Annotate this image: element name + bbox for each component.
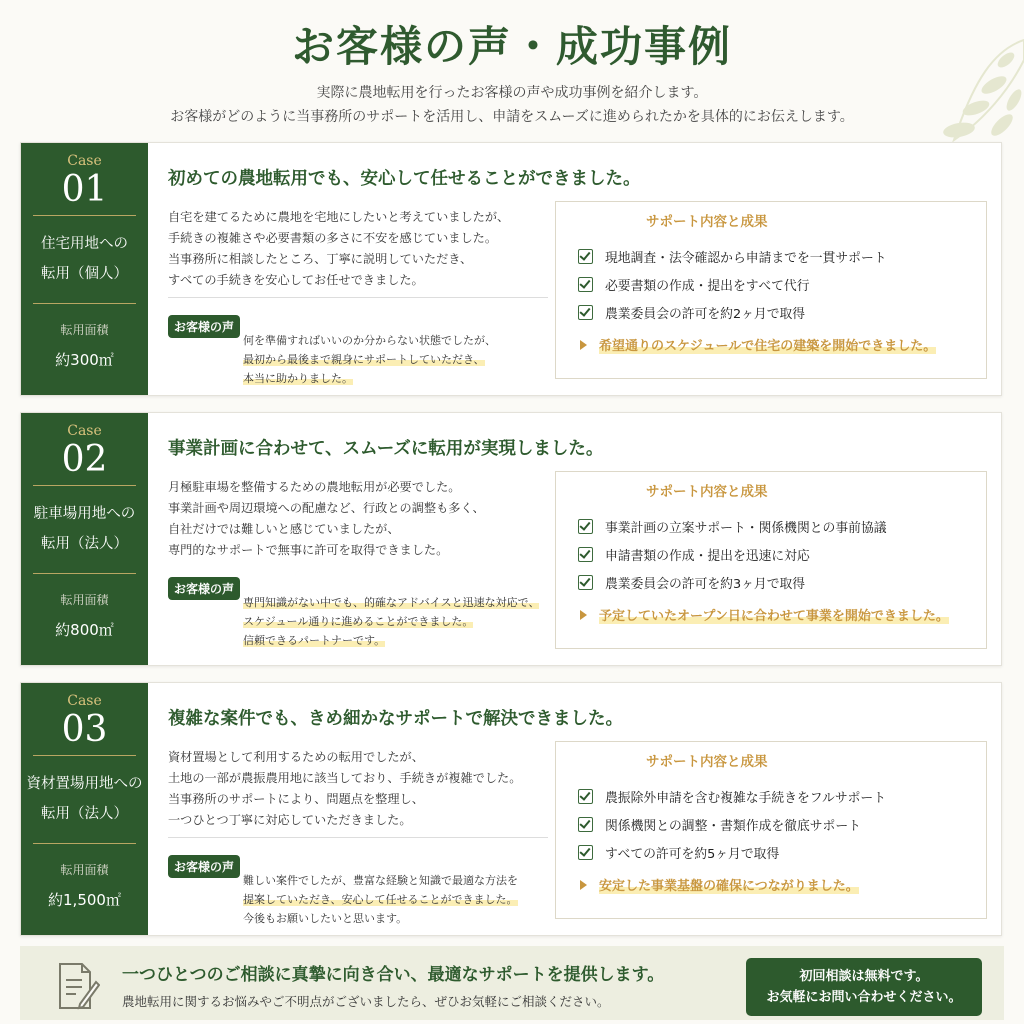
case-type-line1: 住宅用地への — [41, 236, 128, 252]
voice-line: 本当に助かりました。 — [243, 372, 353, 385]
body-line: 自社だけでは難しいと感じていましたが、 — [168, 522, 400, 536]
checkbox-icon — [578, 249, 593, 264]
area-label: 転用面積 — [60, 323, 109, 337]
checkbox-icon — [578, 547, 593, 562]
support-item — [578, 512, 887, 540]
case-type-line1: 駐車場用地への — [33, 506, 136, 522]
case-sidebar — [21, 683, 148, 935]
result — [580, 335, 936, 354]
case-type — [25, 499, 144, 559]
support-item-label: 現地調査・法令確認から申請までを一貫サポート — [605, 250, 887, 266]
body-line: 当事務所のサポートにより、問題点を整理し、 — [168, 792, 424, 806]
divider — [33, 485, 136, 486]
voice-line: 信頼できるパートナーです。 — [243, 634, 386, 647]
customer-voice — [243, 331, 496, 388]
voice-line: 提案していただき、安心して任せることができました。 — [243, 893, 518, 906]
case-type-line2: 転用（法人） — [41, 536, 128, 552]
voice-line: 今後もお願いしたいと思います。 — [243, 912, 408, 925]
voice-line: 専門知識がない中でも、的確なアドバイスと迅速な対応で、 — [243, 596, 540, 609]
checkbox-icon — [578, 817, 593, 832]
result-text: 予定していたオープン日に合わせて事業を開始できました。 — [599, 609, 949, 624]
support-item — [578, 568, 887, 596]
triangle-bullet-icon — [580, 340, 587, 350]
case-number: 02 — [61, 439, 108, 480]
case-sidebar — [21, 143, 148, 395]
case-number: 01 — [61, 169, 108, 210]
case-type-line2: 転用（個人） — [41, 266, 128, 282]
support-panel — [555, 741, 987, 919]
body-line: 一つひとつ丁寧に対応していただきました。 — [168, 813, 412, 827]
case-number: 03 — [61, 709, 108, 750]
footer-headline: 一つひとつのご相談に真摯に向き合い、最適なサポートを提供します。 — [122, 965, 665, 985]
triangle-bullet-icon — [580, 880, 587, 890]
voice-line: 何を準備すればいいのか分からない状態でしたが、 — [243, 334, 496, 347]
support-item-label: 農振除外申請を含む複雑な手続きをフルサポート — [605, 790, 887, 806]
case-card — [20, 682, 1002, 936]
support-item — [578, 270, 887, 298]
case-headline: 複雑な案件でも、きめ細かなサポートで解決できました。 — [168, 709, 623, 729]
document-pen-icon — [56, 962, 100, 1010]
body-line: 土地の一部が農振農用地に該当しており、手続きが複雑でした。 — [168, 771, 522, 785]
support-panel — [555, 471, 987, 649]
body-line: すべての手続きを安心してお任せできました。 — [168, 273, 424, 287]
support-title: サポート内容と成果 — [646, 484, 768, 500]
case-type — [25, 769, 144, 829]
result-text: 安定した事業基盤の確保につながりました。 — [599, 879, 859, 894]
support-title: サポート内容と成果 — [646, 214, 768, 230]
checkbox-icon — [578, 305, 593, 320]
checkbox-icon — [578, 575, 593, 590]
body-line: 資材置場として利用するための転用でしたが、 — [168, 750, 424, 764]
support-item — [578, 810, 886, 838]
voice-badge: お客様の声 — [168, 855, 240, 878]
support-panel — [555, 201, 987, 379]
cta-line1: 初回相談は無料です。 — [799, 969, 929, 984]
support-item — [578, 242, 887, 270]
area-value: 約800㎡ — [55, 621, 114, 639]
divider — [33, 215, 136, 216]
body-line: 当事務所に相談したところ、丁寧に説明していただき、 — [168, 252, 473, 266]
result — [580, 875, 859, 894]
body-line: 自宅を建てるために農地を宅地にしたいと考えていましたが、 — [168, 210, 510, 224]
divider — [168, 297, 548, 298]
support-item-label: 農業委員会の許可を約2ヶ月で取得 — [605, 306, 806, 322]
body-line: 月極駐車場を整備するための農地転用が必要でした。 — [168, 480, 461, 494]
support-item-label: 事業計画の立案サポート・関係機関との事前協議 — [605, 520, 887, 536]
divider — [33, 573, 136, 574]
footer-text: 農地転用に関するお悩みやご不明点がございましたら、ぜひお気軽にご相談ください。 — [122, 994, 610, 1009]
area-label: 転用面積 — [60, 863, 109, 877]
support-item — [578, 838, 886, 866]
checkbox-icon — [578, 789, 593, 804]
divider — [33, 303, 136, 304]
support-item-label: 申請書類の作成・提出を迅速に対応 — [605, 548, 810, 564]
case-label: Case — [67, 423, 102, 439]
divider — [33, 755, 136, 756]
case-sidebar — [21, 413, 148, 665]
body-line: 手続きの複雑さや必要書類の多さに不安を感じていました。 — [168, 231, 498, 245]
intro-line-1: 実際に農地転用を行ったお客様の声や成功事例を紹介します。 — [316, 85, 708, 101]
case-body — [168, 477, 553, 561]
area-value: 約300㎡ — [55, 351, 114, 369]
voice-line: 難しい案件でしたが、豊富な経験と知識で最適な方法を — [243, 874, 518, 887]
voice-badge: お客様の声 — [168, 315, 240, 338]
support-item-label: 必要書類の作成・提出をすべて代行 — [605, 278, 810, 294]
checkbox-icon — [578, 277, 593, 292]
case-type-line2: 転用（法人） — [41, 806, 128, 822]
case-label: Case — [67, 153, 102, 169]
case-card — [20, 142, 1002, 396]
support-item-label: すべての許可を約5ヶ月で取得 — [605, 846, 780, 862]
case-card — [20, 412, 1002, 666]
body-line: 事業計画や周辺環境への配慮など、行政との調整も多く、 — [168, 501, 485, 515]
voice-badge: お客様の声 — [168, 577, 240, 600]
cta-line2: お気軽にお問い合わせください。 — [766, 990, 962, 1005]
checkbox-icon — [578, 845, 593, 860]
divider — [33, 843, 136, 844]
support-item-label: 農業委員会の許可を約3ヶ月で取得 — [605, 576, 806, 592]
customer-voice — [243, 593, 539, 650]
voice-line: 最初から最後まで親身にサポートしていただき、 — [243, 353, 485, 366]
result — [580, 605, 949, 624]
divider — [168, 837, 548, 838]
support-item — [578, 540, 887, 568]
triangle-bullet-icon — [580, 610, 587, 620]
body-line: 専門的なサポートで無事に許可を取得できました。 — [168, 543, 449, 557]
case-type — [25, 229, 144, 289]
contact-button[interactable] — [746, 958, 982, 1016]
case-body — [168, 207, 553, 291]
voice-line: スケジュール通りに進めることができました。 — [243, 615, 474, 628]
case-headline: 事業計画に合わせて、スムーズに転用が実現しました。 — [168, 439, 604, 459]
support-item — [578, 782, 886, 810]
support-item-label: 関係機関との調整・書類作成を徹底サポート — [605, 818, 861, 834]
case-headline: 初めての農地転用でも、安心して任せることができました。 — [168, 169, 641, 189]
support-item — [578, 298, 887, 326]
case-type-line1: 資材置場用地への — [26, 776, 143, 792]
result-text: 希望通りのスケジュールで住宅の建築を開始できました。 — [599, 339, 937, 354]
case-body — [168, 747, 553, 831]
support-title: サポート内容と成果 — [646, 754, 768, 770]
area-label: 転用面積 — [60, 593, 109, 607]
checkbox-icon — [578, 519, 593, 534]
area-value: 約1,500㎡ — [48, 891, 121, 909]
footer-banner — [20, 946, 1004, 1020]
page-title: お客様の声・成功事例 — [291, 22, 732, 71]
customer-voice — [243, 871, 518, 928]
case-label: Case — [67, 693, 102, 709]
intro-line-2: お客様がどのように当事務所のサポートを活用し、申請をスムーズに進められたかを具体的にお伝えします。 — [170, 109, 854, 125]
